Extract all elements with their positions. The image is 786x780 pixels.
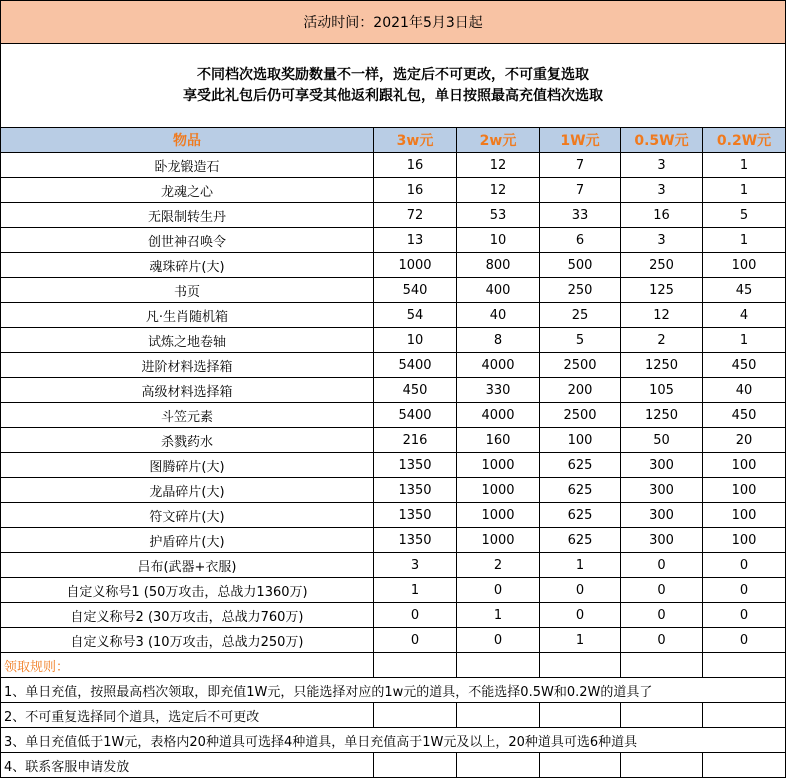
item-quantity-cell: 3 <box>621 153 703 178</box>
item-quantity-cell: 300 <box>621 503 703 528</box>
header-tier-02w: 0.2W元 <box>703 128 786 153</box>
table-header <box>1 128 786 153</box>
item-quantity-cell: 4000 <box>457 403 540 428</box>
note-line-1: 不同档次选取奖励数量不一样，选定后不可更改，不可重复选取 <box>197 66 590 83</box>
item-quantity-cell: 1350 <box>374 478 457 503</box>
item-quantity-cell: 800 <box>457 253 540 278</box>
item-name-cell: 图腾碎片(大) <box>1 453 374 478</box>
item-quantity-cell: 1000 <box>457 453 540 478</box>
item-quantity-cell: 7 <box>540 178 621 203</box>
item-quantity-cell: 100 <box>703 478 786 503</box>
item-quantity-cell: 5 <box>703 203 786 228</box>
table-row <box>1 578 786 603</box>
item-quantity-cell: 16 <box>621 203 703 228</box>
item-quantity-cell: 0 <box>703 553 786 578</box>
item-quantity-cell: 625 <box>540 528 621 553</box>
table-row <box>1 453 786 478</box>
item-quantity-cell: 5400 <box>374 353 457 378</box>
item-name-cell: 护盾碎片(大) <box>1 528 374 553</box>
item-quantity-cell: 25 <box>540 303 621 328</box>
item-quantity-cell: 250 <box>540 278 621 303</box>
item-quantity-cell: 1000 <box>457 478 540 503</box>
rules-title-row <box>1 653 786 678</box>
header-tier-2w: 2w元 <box>457 128 540 153</box>
item-quantity-cell: 0 <box>374 603 457 628</box>
item-quantity-cell: 1250 <box>621 403 703 428</box>
table-row <box>1 603 786 628</box>
item-quantity-cell: 72 <box>374 203 457 228</box>
item-quantity-cell: 0 <box>457 628 540 653</box>
item-quantity-cell: 1 <box>703 328 786 353</box>
item-name-cell: 试炼之地卷轴 <box>1 328 374 353</box>
item-quantity-cell: 160 <box>457 428 540 453</box>
item-name-cell: 卧龙锻造石 <box>1 153 374 178</box>
table-row <box>1 353 786 378</box>
item-quantity-cell: 1350 <box>374 528 457 553</box>
item-name-cell: 自定义称号2 (30万攻击，总战力760万) <box>1 603 374 628</box>
item-quantity-cell: 300 <box>621 528 703 553</box>
item-quantity-cell: 625 <box>540 503 621 528</box>
item-quantity-cell: 4 <box>703 303 786 328</box>
item-name-cell: 龙魂之心 <box>1 178 374 203</box>
table-row <box>1 303 786 328</box>
item-quantity-cell: 100 <box>703 453 786 478</box>
item-quantity-cell: 12 <box>621 303 703 328</box>
header-tier-05w: 0.5W元 <box>621 128 703 153</box>
item-name-cell: 凡·生肖随机箱 <box>1 303 374 328</box>
item-quantity-cell: 216 <box>374 428 457 453</box>
item-quantity-cell: 3 <box>621 178 703 203</box>
item-quantity-cell: 12 <box>457 153 540 178</box>
item-quantity-cell: 1000 <box>374 253 457 278</box>
item-quantity-cell: 1350 <box>374 503 457 528</box>
item-quantity-cell: 400 <box>457 278 540 303</box>
rule-2: 2、不可重复选择同个道具，选定后不可更改 <box>1 703 374 728</box>
table-row <box>1 553 786 578</box>
item-name-cell: 高级材料选择箱 <box>1 378 374 403</box>
item-quantity-cell: 200 <box>540 378 621 403</box>
item-quantity-cell: 0 <box>703 628 786 653</box>
item-quantity-cell: 540 <box>374 278 457 303</box>
item-quantity-cell: 16 <box>374 178 457 203</box>
item-quantity-cell: 100 <box>540 428 621 453</box>
item-name-cell: 龙晶碎片(大) <box>1 478 374 503</box>
table-row <box>1 328 786 353</box>
item-name-cell: 符文碎片(大) <box>1 503 374 528</box>
item-quantity-cell: 500 <box>540 253 621 278</box>
item-quantity-cell: 250 <box>621 253 703 278</box>
item-quantity-cell: 10 <box>457 228 540 253</box>
item-quantity-cell: 53 <box>457 203 540 228</box>
item-quantity-cell: 0 <box>540 603 621 628</box>
item-name-cell: 书页 <box>1 278 374 303</box>
item-quantity-cell: 105 <box>621 378 703 403</box>
item-quantity-cell: 100 <box>703 253 786 278</box>
item-quantity-cell: 450 <box>703 403 786 428</box>
item-quantity-cell: 7 <box>540 153 621 178</box>
rule-row <box>1 703 786 728</box>
item-quantity-cell: 100 <box>703 528 786 553</box>
item-quantity-cell: 0 <box>621 578 703 603</box>
item-quantity-cell: 1 <box>457 603 540 628</box>
item-quantity-cell: 300 <box>621 453 703 478</box>
item-quantity-cell: 0 <box>621 553 703 578</box>
item-quantity-cell: 1000 <box>457 503 540 528</box>
item-quantity-cell: 13 <box>374 228 457 253</box>
item-quantity-cell: 0 <box>621 603 703 628</box>
rule-row <box>1 678 786 703</box>
item-quantity-cell: 1000 <box>457 528 540 553</box>
header-tier-1w: 1W元 <box>540 128 621 153</box>
item-quantity-cell: 1250 <box>621 353 703 378</box>
item-quantity-cell: 3 <box>374 553 457 578</box>
item-quantity-cell: 2500 <box>540 353 621 378</box>
item-quantity-cell: 8 <box>457 328 540 353</box>
item-quantity-cell: 16 <box>374 153 457 178</box>
item-quantity-cell: 1 <box>540 553 621 578</box>
rule-row <box>1 753 786 778</box>
note-line-2: 享受此礼包后仍可享受其他返利跟礼包，单日按照最高充值档次选取 <box>183 87 604 104</box>
item-quantity-cell: 1 <box>703 153 786 178</box>
item-quantity-cell: 20 <box>703 428 786 453</box>
item-quantity-cell: 100 <box>703 503 786 528</box>
table-row <box>1 428 786 453</box>
item-name-cell: 吕布(武器+衣服) <box>1 553 374 578</box>
item-quantity-cell: 0 <box>457 578 540 603</box>
item-quantity-cell: 4000 <box>457 353 540 378</box>
item-name-cell: 无限制转生丹 <box>1 203 374 228</box>
item-quantity-cell: 1 <box>703 228 786 253</box>
item-quantity-cell: 12 <box>457 178 540 203</box>
item-quantity-cell: 10 <box>374 328 457 353</box>
table-row <box>1 628 786 653</box>
item-quantity-cell: 3 <box>621 228 703 253</box>
item-name-cell: 斗笠元素 <box>1 403 374 428</box>
table-row <box>1 503 786 528</box>
item-quantity-cell: 54 <box>374 303 457 328</box>
item-name-cell: 创世神召唤令 <box>1 228 374 253</box>
item-quantity-cell: 6 <box>540 228 621 253</box>
item-name-cell: 魂珠碎片(大) <box>1 253 374 278</box>
item-quantity-cell: 1 <box>374 578 457 603</box>
item-quantity-cell: 300 <box>621 478 703 503</box>
item-quantity-cell: 330 <box>457 378 540 403</box>
item-quantity-cell: 5 <box>540 328 621 353</box>
item-quantity-cell: 0 <box>540 578 621 603</box>
selection-notes <box>1 44 786 128</box>
item-quantity-cell: 0 <box>703 603 786 628</box>
item-quantity-cell: 45 <box>703 278 786 303</box>
table-row <box>1 378 786 403</box>
table-row <box>1 528 786 553</box>
rule-row <box>1 728 786 753</box>
table-row <box>1 228 786 253</box>
item-quantity-cell: 1 <box>540 628 621 653</box>
item-quantity-cell: 0 <box>374 628 457 653</box>
item-quantity-cell: 40 <box>703 378 786 403</box>
event-time-title: 活动时间：2021年5月3日起 <box>1 1 786 44</box>
table-row <box>1 478 786 503</box>
header-tier-3w: 3w元 <box>374 128 457 153</box>
item-quantity-cell: 1350 <box>374 453 457 478</box>
item-name-cell: 杀戮药水 <box>1 428 374 453</box>
rule-1: 1、单日充值，按照最高档次领取，即充值1W元，只能选择对应的1w元的道具，不能选择0.5W和0.2W的道具了 <box>1 678 786 703</box>
item-quantity-cell: 1 <box>703 178 786 203</box>
table-row <box>1 203 786 228</box>
rule-4: 4、联系客服申请发放 <box>1 753 374 778</box>
item-name-cell: 自定义称号1 (50万攻击，总战力1360万) <box>1 578 374 603</box>
item-quantity-cell: 40 <box>457 303 540 328</box>
table-row <box>1 178 786 203</box>
item-quantity-cell: 125 <box>621 278 703 303</box>
item-quantity-cell: 625 <box>540 478 621 503</box>
item-quantity-cell: 0 <box>703 578 786 603</box>
table-row <box>1 278 786 303</box>
item-quantity-cell: 450 <box>703 353 786 378</box>
rule-3: 3、单日充值低于1W元，表格内20种道具可选择4种道具，单日充值高于1W元及以上，20种道具可选6种道具 <box>1 728 786 753</box>
item-quantity-cell: 625 <box>540 453 621 478</box>
item-quantity-cell: 2 <box>457 553 540 578</box>
item-quantity-cell: 0 <box>621 628 703 653</box>
item-name-cell: 进阶材料选择箱 <box>1 353 374 378</box>
item-quantity-cell: 50 <box>621 428 703 453</box>
item-name-cell: 自定义称号3 (10万攻击，总战力250万) <box>1 628 374 653</box>
table-row <box>1 253 786 278</box>
table-row <box>1 153 786 178</box>
table-row <box>1 403 786 428</box>
header-item: 物品 <box>1 128 374 153</box>
item-quantity-cell: 33 <box>540 203 621 228</box>
rules-title: 领取规则： <box>1 653 374 678</box>
item-quantity-cell: 5400 <box>374 403 457 428</box>
item-quantity-cell: 2 <box>621 328 703 353</box>
item-quantity-cell: 2500 <box>540 403 621 428</box>
item-quantity-cell: 450 <box>374 378 457 403</box>
